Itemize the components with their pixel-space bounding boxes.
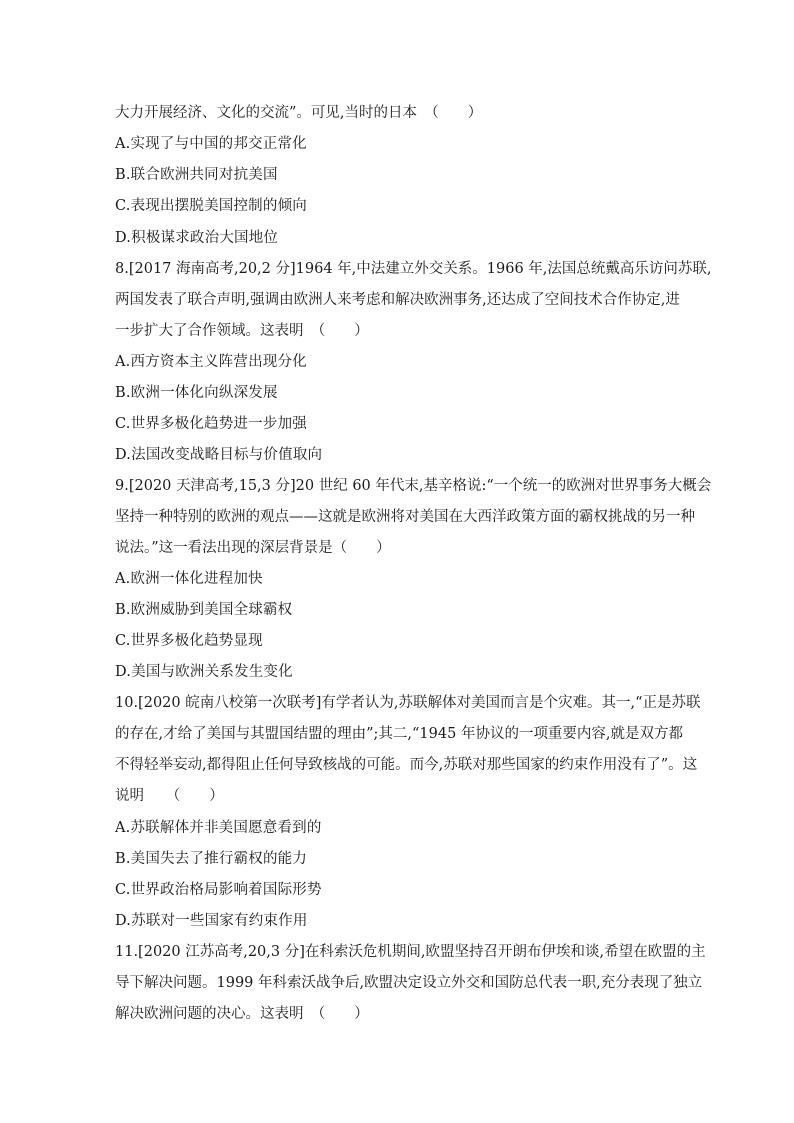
q9-stem-line-3: 说法。”这一看法出现的深层背景是（ ） <box>115 540 391 556</box>
q8-option-c: C.世界多极化趋势进一步加强 <box>115 416 307 432</box>
q7-option-c: C.表现出摆脱美国控制的倾向 <box>115 198 307 214</box>
q10-stem-line-3: 不得轻举妄动,都得阻止任何导致核战的可能。而今,苏联对那些国家的约束作用没有了”。这 <box>115 757 698 773</box>
q9-stem-line-1: 9.[2020 天津高考,15,3 分]20 世纪 60 年代末,基辛格说:“一个统一的欧洲对世界事务大概会 <box>115 478 712 494</box>
q10-stem-line-2: 的存在,才给了美国与其盟国结盟的理由”;其二,“1945 年协议的一项重要内容,就是双方都 <box>115 726 684 742</box>
q8-stem-line-3: 一步扩大了合作领域。这表明 （ ） <box>115 323 369 339</box>
q11-stem-line-3: 解决欧洲问题的决心。这表明 （ ） <box>115 1006 369 1022</box>
q7-option-b: B.联合欧洲共同对抗美国 <box>115 167 278 183</box>
q9-option-a: A.欧洲一体化进程加快 <box>115 571 263 587</box>
q11-stem-line-1: 11.[2020 江苏高考,20,3 分]在科索沃危机期间,欧盟坚持召开朗布伊埃和谈,希望在欧盟的主 <box>115 944 706 960</box>
q9-option-b: B.欧洲威胁到美国全球霸权 <box>115 602 293 618</box>
q8-stem-line-2: 两国发表了联合声明,强调由欧洲人来考虑和解决欧洲事务,还达成了空间技术合作协定,进 <box>115 292 680 308</box>
q8-option-a: A.西方资本主义阵营出现分化 <box>115 354 307 370</box>
q11-stem-line-2: 导下解决问题。1999 年科索沃战争后,欧盟决定设立外交和国防总代表一职,充分表现了独立 <box>115 975 703 991</box>
q10-stem-line-1: 10.[2020 皖南八校第一次联考]有学者认为,苏联解体对美国而言是个灾难。其一,“正是苏联 <box>115 695 701 711</box>
q7-option-a: A.实现了与中国的邦交正常化 <box>115 136 307 152</box>
q9-stem-line-2: 坚持一种特别的欧洲的观点——这就是欧洲将对美国在大西洋政策方面的霸权挑战的另一种 <box>115 509 695 525</box>
q10-option-d: D.苏联对一些国家有约束作用 <box>115 913 308 929</box>
q10-option-c: C.世界政治格局影响着国际形势 <box>115 882 322 898</box>
question-7-stem-tail: 大力开展经济、文化的交流”。可见,当时的日本 （ ） <box>115 105 483 121</box>
q7-option-d: D.积极谋求政治大国地位 <box>115 230 279 246</box>
q10-option-b: B.美国失去了推行霸权的能力 <box>115 851 308 867</box>
q10-stem-line-4: 说明 （ ） <box>115 788 224 804</box>
q10-option-a: A.苏联解体并非美国愿意看到的 <box>115 820 322 836</box>
q8-option-d: D.法国改变战略目标与价值取向 <box>115 447 323 463</box>
q8-stem-line-1: 8.[2017 海南高考,20,2 分]1964 年,中法建立外交关系。1966 年,法国总统戴高乐访问苏联, <box>115 261 712 277</box>
q8-option-b: B.欧洲一体化向纵深发展 <box>115 385 278 401</box>
q9-option-d: D.美国与欧洲关系发生变化 <box>115 664 293 680</box>
q9-option-c: C.世界多极化趋势显现 <box>115 633 263 649</box>
